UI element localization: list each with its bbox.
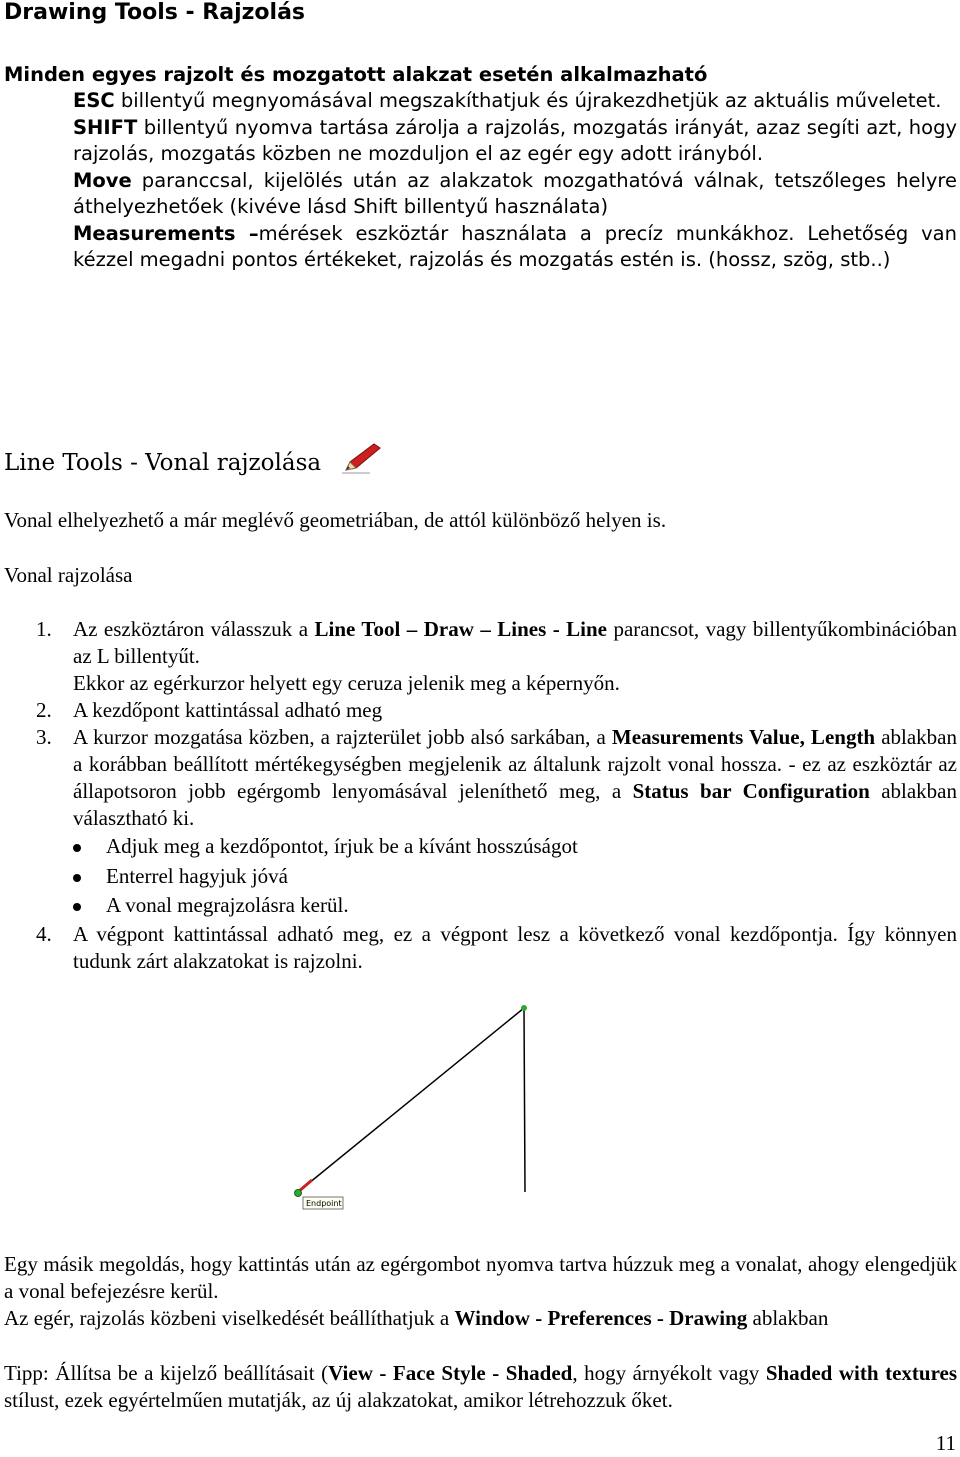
step-text: A kurzor mozgatása közben, a rajzterület jobb alsó sarkában, a <box>73 725 612 749</box>
vertical-line <box>524 1008 525 1192</box>
step-text: parancsot, vagy billentyűkombinációban az L billentyűt. <box>73 617 957 668</box>
esc-key: ESC <box>73 89 115 112</box>
section1-heading: Minden egyes rajzolt és mozgatott alakzat esetén alkalmazható <box>4 63 708 86</box>
hypotenuse-line <box>298 1008 524 1192</box>
page-title: Drawing Tools - Rajzolás <box>4 0 306 25</box>
shaded-textures-label: Shaded with textures <box>765 1361 958 1385</box>
move-key: Move <box>73 168 132 192</box>
measurements-key: Measurements – <box>73 221 259 245</box>
step-number: 2. <box>36 698 52 722</box>
alternative-method-text: Egy másik megoldás, hogy kattintás után az egérgombot nyomva tartva húzzuk meg a vonalat, ahogy elengedjük a vonal befejezésre kerül. <box>4 1252 957 1303</box>
preferences-path: Window - Preferences - Drawing <box>454 1306 748 1330</box>
step-number: 4. <box>36 921 52 946</box>
subheading: Vonal rajzolása <box>4 563 133 587</box>
bullet-item <box>0 862 957 892</box>
step-2 <box>0 697 957 724</box>
step-number: 3. <box>36 725 52 749</box>
text-part: Az egér, rajzolás közbeni viselkedését beállíthatjuk a <box>4 1306 455 1330</box>
move-text: paranccsal, kijelölés után az alakzatok mozgathatóvá válnak, tetszőleges helyre áthelyezhetőek (kivéve lásd Shift billentyű használata) <box>73 168 957 218</box>
text-part: stílust, ezek egyértelműen mutatják, az új alakzatokat, amikor létrehozzuk őket. <box>4 1388 673 1412</box>
text-part: ablakban <box>747 1306 829 1330</box>
line-tools-title: Line Tools - Vonal rajzolása <box>4 450 322 476</box>
step-text: A kezdőpont kattintással adható meg <box>73 698 383 722</box>
endpoint-label: Endpoint <box>306 1199 342 1208</box>
section1-block <box>73 88 957 274</box>
text-part: Tipp: Állítsa be a kijelző beállításait ( <box>4 1361 329 1385</box>
endpoint-marker-icon <box>295 1190 302 1197</box>
text-part: , hogy árnyékolt vagy <box>572 1361 766 1385</box>
step-note: Ekkor az egérkurzor helyett egy ceruza jelenik meg a képernyőn. <box>73 671 620 695</box>
step-4 <box>0 921 957 975</box>
step-text: Az eszköztáron válasszuk a <box>73 617 315 641</box>
esc-paragraph <box>73 88 957 115</box>
status-bar-config-label: Status bar Configuration <box>632 779 870 803</box>
bullet-item <box>0 832 957 862</box>
step-3-bullets <box>0 832 957 921</box>
face-style-path: View - Face Style - Shaded <box>328 1361 573 1385</box>
measurements-paragraph <box>73 221 957 274</box>
bullet-text: Adjuk meg a kezdőpontot, írjuk be a kívánt hosszúságot <box>106 834 578 858</box>
step-number: 1. <box>36 617 52 641</box>
bullet-item <box>0 891 957 921</box>
step-1 <box>0 616 957 697</box>
step-text: ablakban a korábban beállított mértékegységben megjelenik az általunk rajzolt vonal hossza. - ez az eszköztár az állapotsoron jobb egérgomb lenyomásával jeleníthető meg, a <box>73 725 958 803</box>
bullet-text: A vonal megrajzolásra kerül. <box>106 893 349 917</box>
step-text: ablakban választható ki. <box>73 779 957 830</box>
tip-text <box>4 1360 957 1414</box>
bullet-dot-icon <box>73 844 81 852</box>
bullet-text: Enterrel hagyjuk jóvá <box>106 863 288 888</box>
measurements-text: mérések eszköztár használata a precíz munkákhoz. Lehetőség van kézzel megadni pontos értékeket, rajzolás és mozgatás estén is. (hossz, szög, stb..) <box>73 221 957 271</box>
bullet-dot-icon <box>73 903 81 911</box>
intro-text: Vonal elhelyezhető a már meglévő geometriában, de attól különböző helyen is. <box>4 508 667 532</box>
step-3-bullets-wrap <box>0 832 957 921</box>
shift-text: billentyű nyomva tartása zárolja a rajzolás, mozgatás irányát, azaz segíti azt, hogy rajzolás, mozgatás közben ne mozduljon el az egér egy adott irányból. <box>73 115 957 165</box>
step-3 <box>0 724 957 832</box>
triangle-figure <box>280 1000 550 1215</box>
esc-text: billentyű megnyomásával megszakíthatjuk és újrakezdhetjük az aktuális műveletet. <box>114 89 942 112</box>
move-paragraph <box>73 168 957 221</box>
pencil-icon <box>340 440 384 476</box>
shift-key: SHIFT <box>73 115 138 139</box>
steps-list <box>0 616 957 975</box>
vertex-point-icon <box>521 1005 527 1011</box>
command-path: Line Tool – Draw – Lines - Line <box>314 617 607 641</box>
shift-paragraph <box>73 115 957 168</box>
preferences-text <box>4 1305 957 1332</box>
step-text: A végpont kattintással adható meg, ez a végpont lesz a következő vonal kezdőpontja. Így könnyen tudunk zárt alakzatokat is rajzolni. <box>73 921 957 973</box>
measurements-value-label: Measurements Value, Length <box>611 725 876 749</box>
bullet-dot-icon <box>73 874 81 882</box>
page-number: 11 <box>935 1431 956 1455</box>
